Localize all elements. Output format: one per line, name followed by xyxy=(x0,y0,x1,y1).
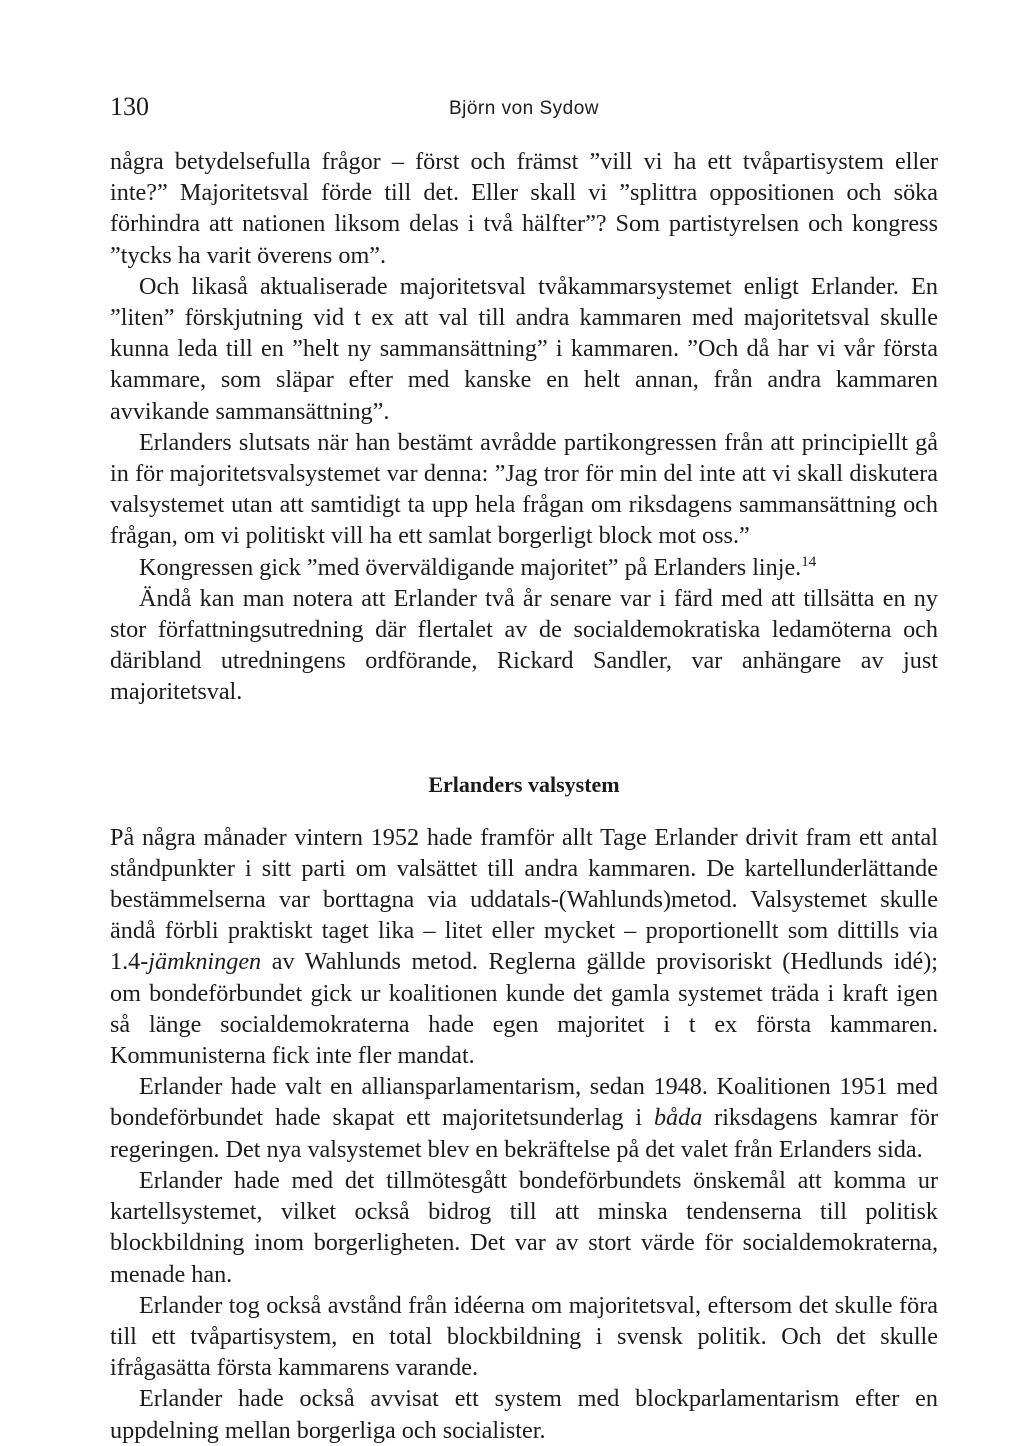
paragraph: Och likaså aktualiserade majoritetsval tvåkammarsystemet enligt Erlander. En ”liten” förskjutning vid t ex att val till andra kammaren med majoritetsval skulle kunna leda till en ”helt ny sammansättning” i kammaren. ”Och då har vi vår första kammare, som släpar efter med kanske en helt annan, från andra kammaren avvikande sammansättning”. xyxy=(110,272,938,425)
body-text xyxy=(110,146,938,1446)
running-head: Björn von Sydow xyxy=(448,98,600,119)
italic-term: båda xyxy=(653,1104,703,1132)
paragraph-text: av Wahlunds metod. Reglerna gällde provisoriskt (Hedlunds idé); om bondeförbundet gick ur koalitionen kunde det gamla systemet träda i kraft igen så länge socialdemokraterna hade egen majoritet i t ex första kammaren. Kommunisterna fick inte fler mandat. xyxy=(110,948,938,1070)
paragraph xyxy=(110,552,938,583)
paragraph: några betydelsefulla frågor – först och främst ”vill vi ha ett tvåpartisystem eller inte?” Majoritetsval förde till det. Eller skall vi ”splittra oppositionen och söka förhindra att nationen liksom delas i två hälfter”? Som partistyrelsen och kongress ”tycks ha varit överens om”. xyxy=(110,148,938,269)
italic-term: jämkningen xyxy=(148,948,262,976)
footnote-marker: 14 xyxy=(801,553,817,570)
paragraph: Erlander hade med det tillmötesgått bondeförbundets önskemål att komma ur kartellsystemet, vilket också bidrog till att minska tendenserna till politisk blockbildning inom borgerligheten. Det var av stort värde för socialdemokraterna, menade han. xyxy=(110,1166,938,1288)
paragraph xyxy=(110,822,938,1072)
paragraph-text: Erlander hade valt en alliansparlamentarism, sedan 1948. Koalitionen 1951 med bondeförbundet hade skapat ett majoritetsunderlag i xyxy=(110,1073,938,1132)
paragraph: Ändå kan man notera att Erlander två år senare var i färd med att tillsätta en ny stor författningsutredning där flertalet av de socialdemokratiska ledamöterna och däribland utredningens ordförande, Rickard Sandler, var anhängare av just majoritetsval. xyxy=(110,584,938,706)
paragraph-text: riksdagens kamrar för regeringen. Det nya valsystemet blev en bekräftelse på det valet från Erlanders sida. xyxy=(110,1104,938,1163)
section-heading: Erlanders valsystem xyxy=(428,771,620,797)
paragraph: Erlander tog också avstånd från idéerna om majoritetsval, eftersom det skulle föra till ett tvåpartisystem, en total blockbildning i svensk politik. Och det skulle ifrågasätta första kammarens varande. xyxy=(110,1291,938,1382)
paragraph xyxy=(110,1071,938,1165)
paragraph-text: På några månader vintern 1952 hade framför allt Tage Erlander drivit fram ett antal ståndpunkter i sitt parti om valsättet till andra kammaren. De kartellunderlättande bestämmelserna var borttagna via uddatals-(Wahlunds)metod. Valsystemet skulle ändå förbli praktiskt taget lika – litet eller mycket – proportionellt som dittills via 1.4- xyxy=(110,823,938,976)
page-number: 130 xyxy=(110,92,149,121)
paragraph-text: Kongressen gick ”med överväldigande majoritet” på Erlanders linje. xyxy=(139,553,802,581)
paragraph: Erlander hade också avvisat ett system med blockparlamentarism efter en uppdelning mellan borgerliga och socialister. xyxy=(110,1385,938,1444)
paragraph: Erlanders slutsats när han bestämt avrådde partikongressen från att principiellt gå in för majoritetsvalsystemet var denna: ”Jag tror för min del inte att vi skall diskutera valsystemet utan att samtidigt ta upp hela frågan om riksdagens sammansättning och frågan, om vi politiskt vill ha ett samlat borgerligt block mot oss.” xyxy=(110,428,938,550)
page-header xyxy=(110,92,938,132)
